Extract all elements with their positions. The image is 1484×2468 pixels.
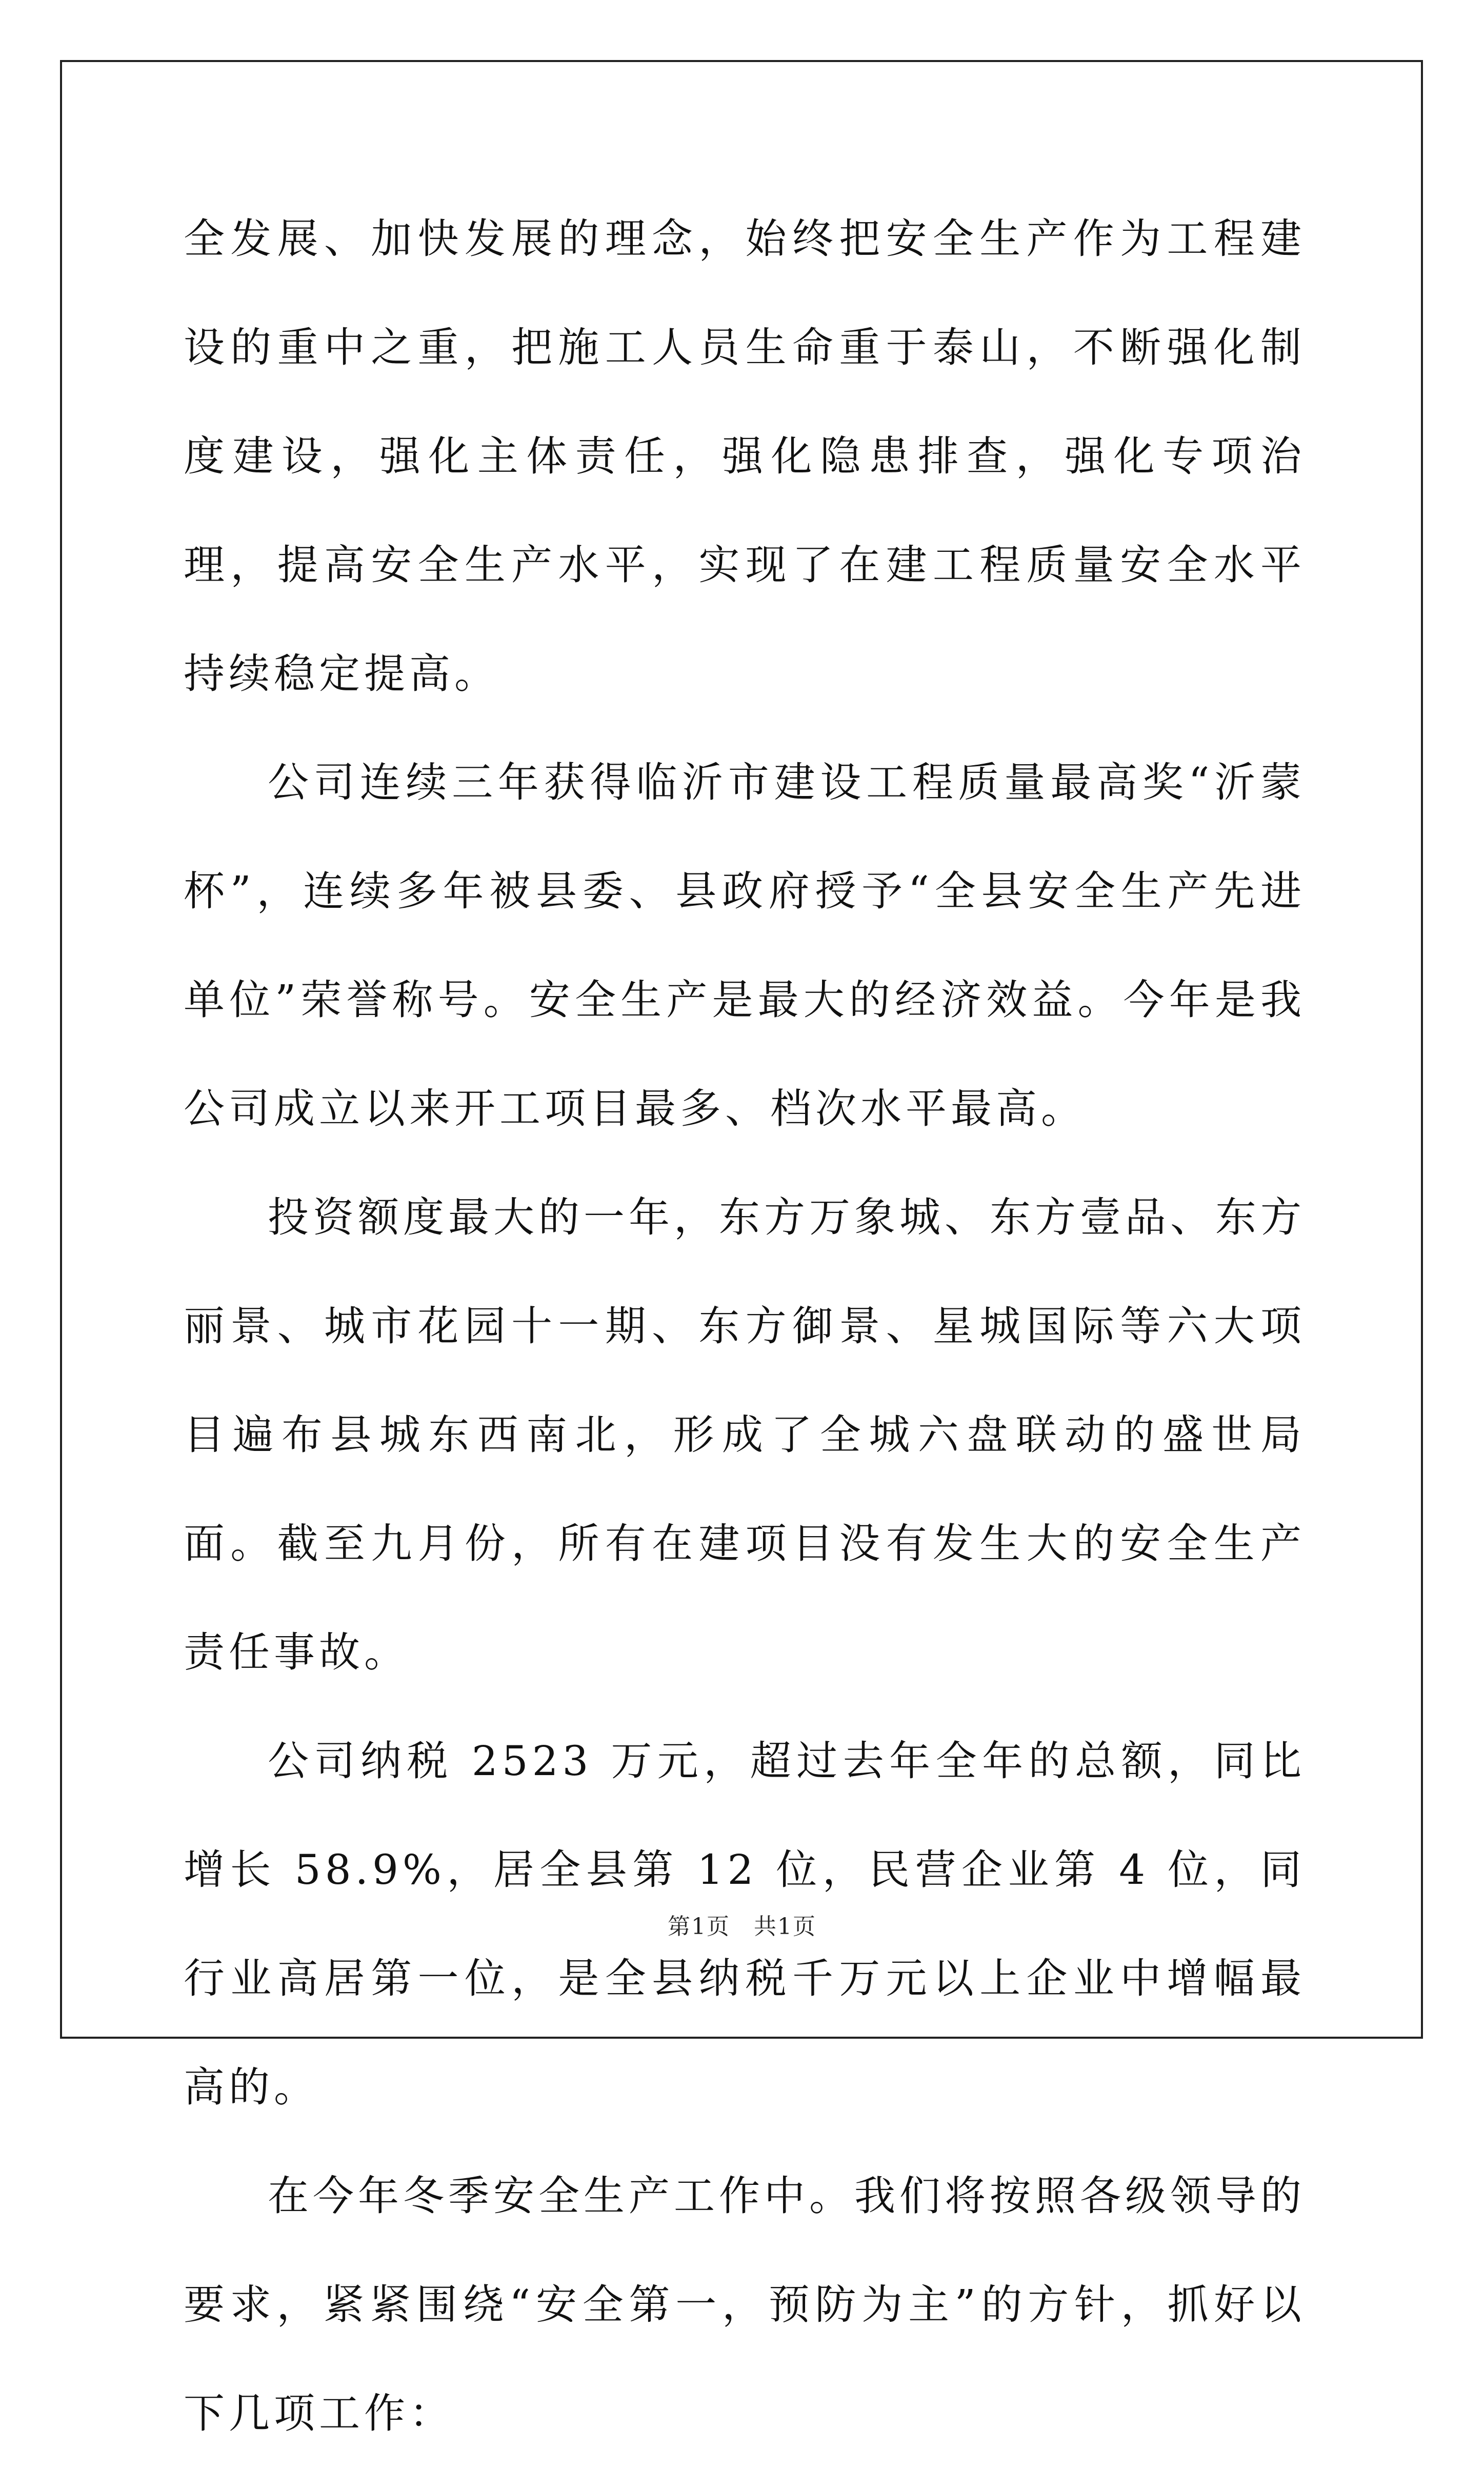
paragraph-5: 在今年冬季安全生产工作中。我们将按照各级领导的要求，紧紧围绕“安全第一，预防为主”的方针，抓好以下几项工作： [184, 2172, 1306, 2437]
paragraph-3: 投资额度最大的一年，东方万象城、东方壹品、东方丽景、城市花园十一期、东方御景、星城国际等六大项目遍布县城东西南北，形成了全城六盘联动的盛世局面。截至九月份，所有在建项目没有发生大的安全生产责任事故。 [184, 1193, 1306, 1676]
paragraph-4: 公司纳税 2523 万元，超过去年全年的总额，同比增长 58.9%，居全县第 12 位，民营企业第 4 位，同行业高居第一位，是全县纳税千万元以上企业中增幅最高的。 [184, 1737, 1306, 2111]
document-body [184, 185, 1306, 2468]
paragraph-2: 公司连续三年获得临沂市建设工程质量最高奖“沂蒙杯”，连续多年被县委、县政府授予“全县安全生产先进单位”荣誉称号。安全生产是最大的经济效益。今年是我公司成立以来开工项目最多、档次水平最高。 [184, 759, 1306, 1132]
page-footer: 第1页 共1页 [668, 1914, 816, 1940]
paragraph-1: 全发展、加快发展的理念，始终把安全生产作为工程建设的重中之重，把施工人员生命重于泰山，不断强化制度建设，强化主体责任，强化隐患排查，强化专项治理，提高安全生产水平，实现了在建工程质量安全水平持续稳定提高。 [184, 215, 1306, 698]
